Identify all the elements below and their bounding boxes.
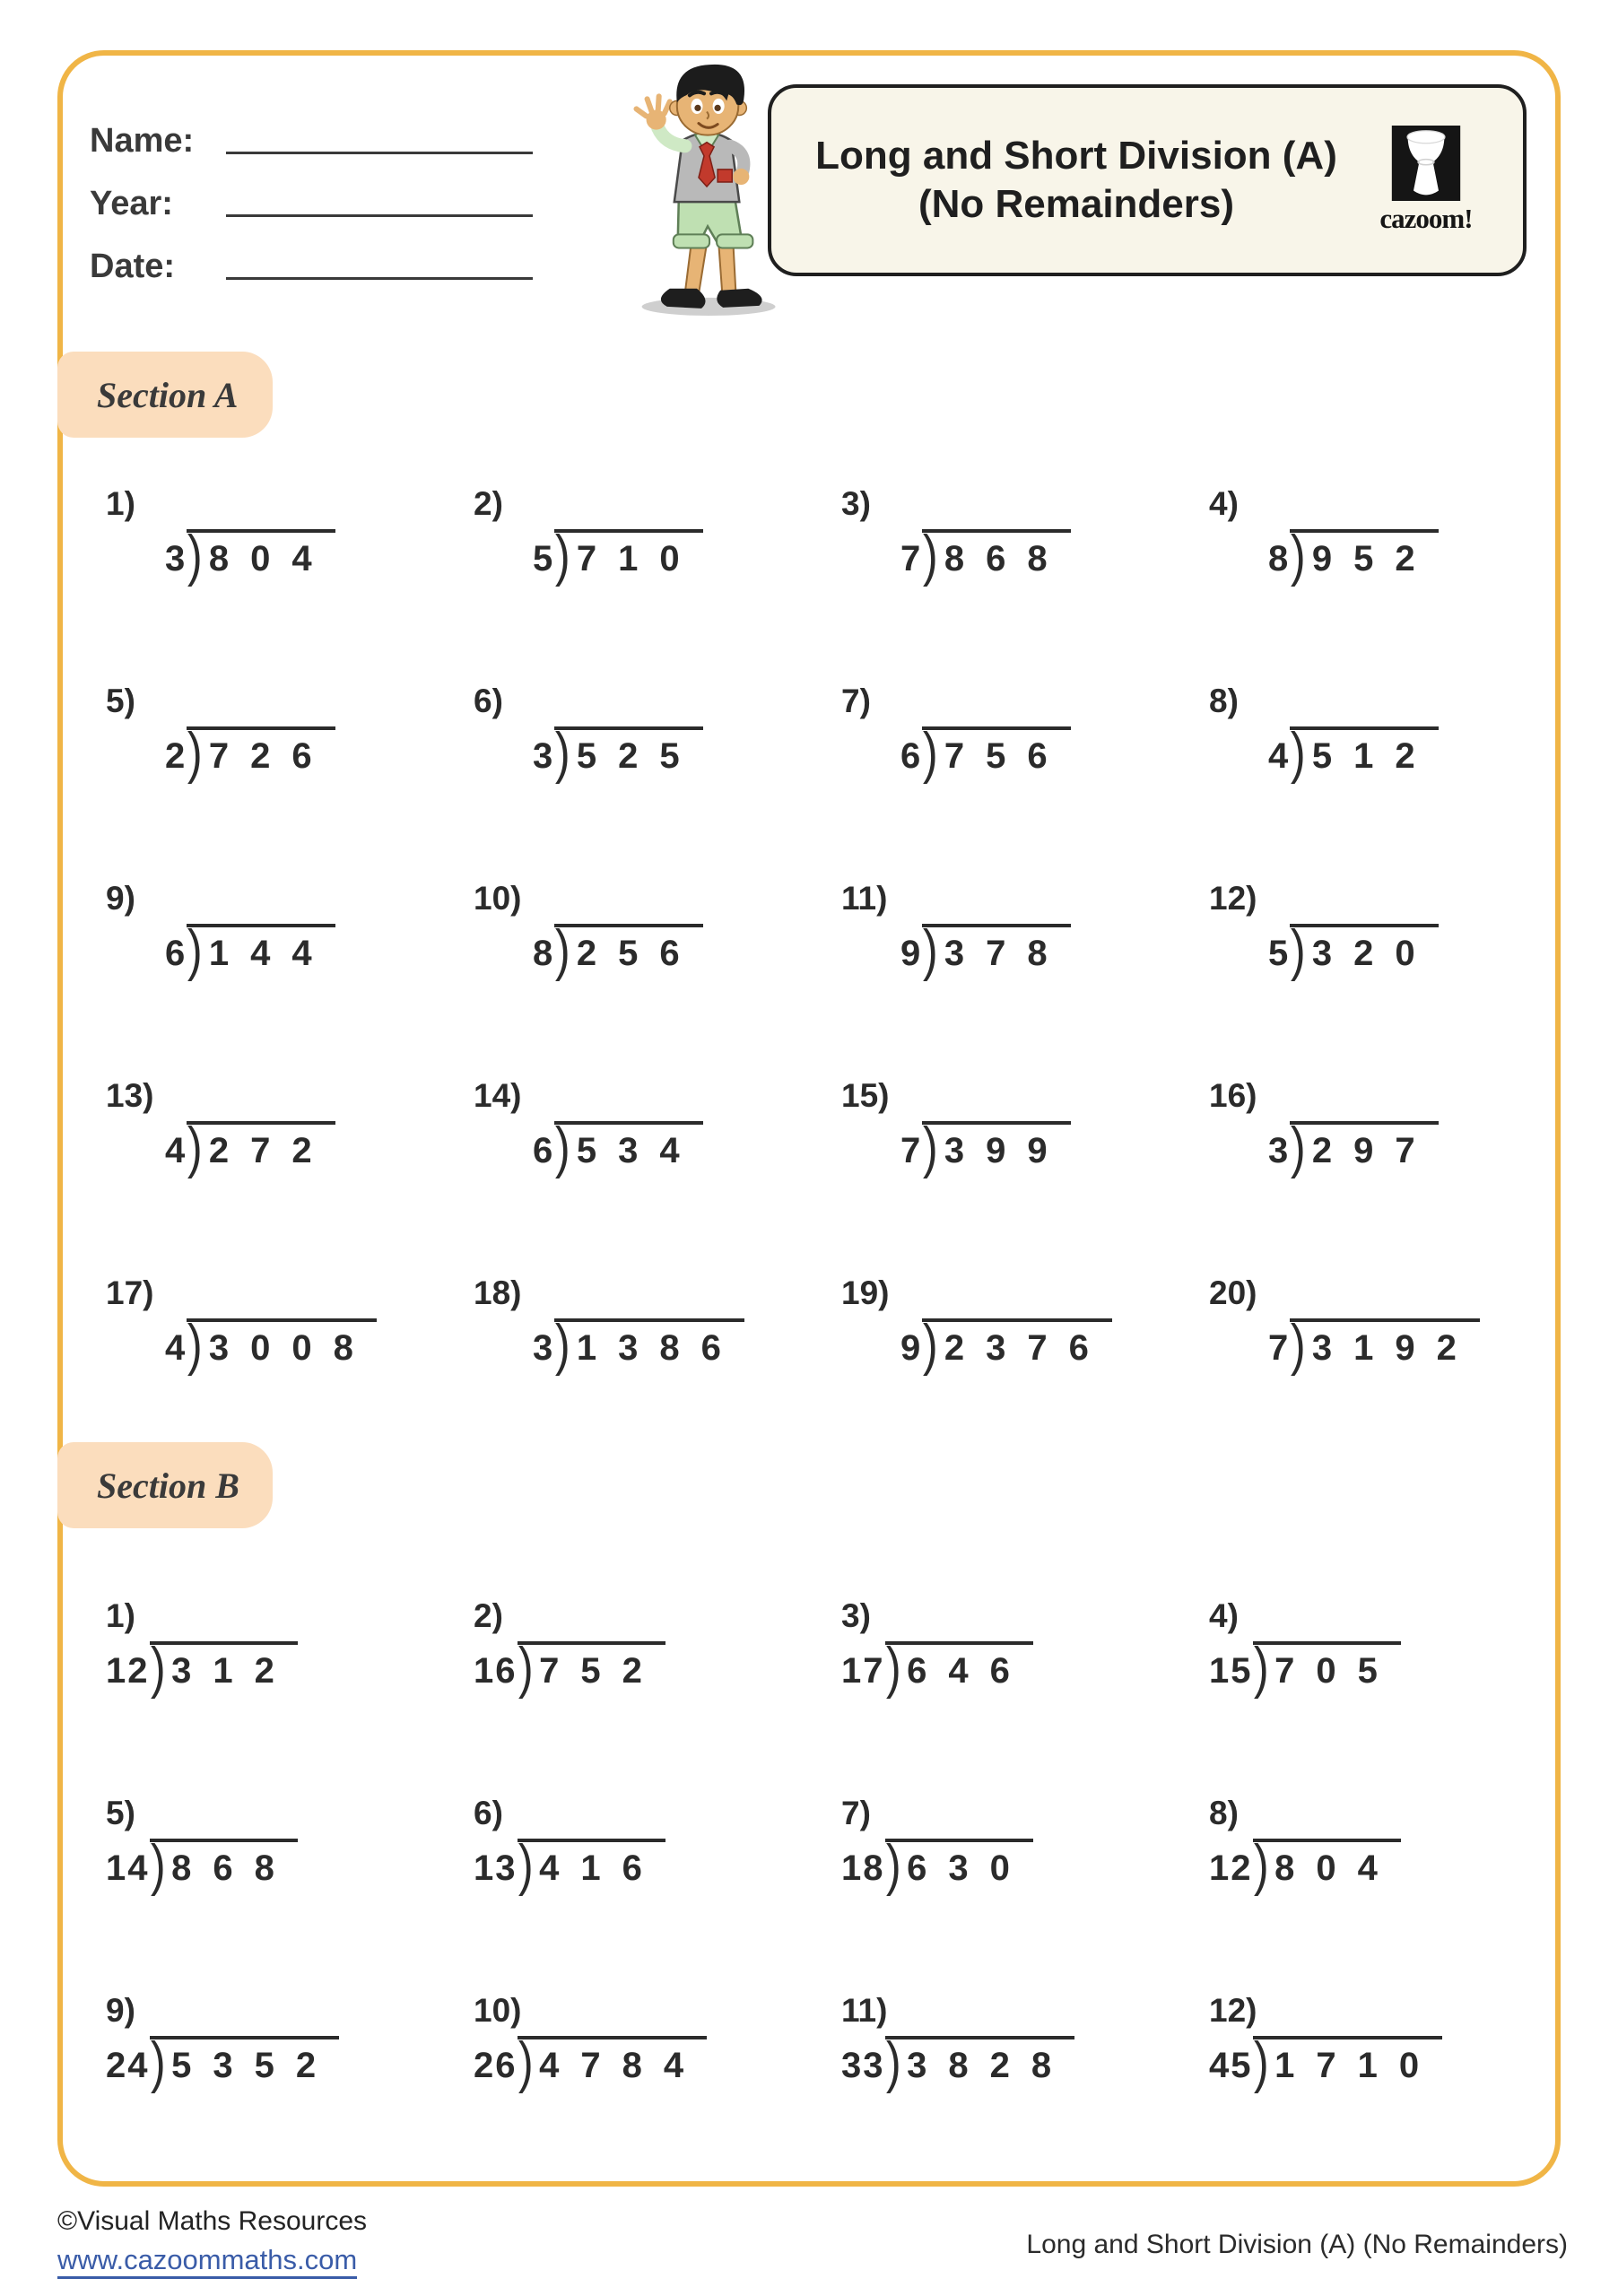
- division-problem: [86, 484, 454, 682]
- footer-worksheet-title: Long and Short Division (A) (No Remainders): [1026, 2230, 1568, 2259]
- problem-number: 6): [474, 1795, 503, 1831]
- division-bracket: [1290, 1115, 1438, 1179]
- division-paren-icon: ): [187, 523, 203, 587]
- dividend: 416: [539, 1848, 664, 1888]
- divisor: 15: [1209, 1651, 1253, 1691]
- division-bracket: [150, 1832, 298, 1897]
- dividend: 868: [171, 1848, 296, 1888]
- divisor: 16: [474, 1651, 518, 1691]
- divisor: 33: [841, 2046, 885, 2085]
- division-bracket: [187, 918, 335, 982]
- dividend: 534: [576, 1131, 701, 1170]
- section-a-header: [57, 352, 273, 438]
- division-paren-icon: ): [885, 1832, 901, 1897]
- student-info-fields: [90, 97, 533, 285]
- division-paren-icon: ): [1253, 1635, 1269, 1700]
- division-bracket: [922, 1115, 1070, 1179]
- dividend: 378: [944, 934, 1069, 973]
- dividend: 646: [907, 1651, 1031, 1691]
- division-problem: [454, 1076, 822, 1274]
- date-write-line[interactable]: [226, 276, 533, 280]
- problem-number: 5): [106, 1795, 135, 1831]
- divisor: 17: [841, 1651, 885, 1691]
- date-field-row: [90, 222, 533, 285]
- name-write-line[interactable]: [226, 151, 533, 154]
- division-expression: [1268, 523, 1557, 587]
- division-bracket: [885, 1635, 1033, 1700]
- problem-number: 17): [106, 1274, 154, 1311]
- problem-number: 3): [841, 1597, 871, 1634]
- problem-number: 2): [474, 485, 503, 522]
- cartoon-boy-svg: [615, 50, 787, 317]
- division-problem: [86, 1991, 454, 2188]
- divisor: 26: [474, 2046, 518, 2085]
- year-write-line[interactable]: [226, 213, 533, 217]
- dividend: 868: [944, 539, 1069, 578]
- problem-number: 10): [474, 880, 522, 917]
- division-problem: [822, 1274, 1189, 1471]
- divisor: 9: [900, 934, 923, 973]
- division-expression: [1268, 720, 1557, 785]
- divisor: 9: [900, 1328, 923, 1368]
- division-paren-icon: ): [187, 720, 203, 785]
- division-paren-icon: ): [555, 1312, 570, 1377]
- division-expression: [474, 2030, 822, 2094]
- division-expression: [1268, 918, 1557, 982]
- division-expression: [165, 720, 454, 785]
- division-problem: [822, 1991, 1189, 2188]
- website-link[interactable]: www.cazoommaths.com: [57, 2244, 357, 2279]
- dividend: 630: [907, 1848, 1031, 1888]
- division-paren-icon: ): [187, 1312, 203, 1377]
- division-paren-icon: ): [1291, 1312, 1306, 1377]
- division-paren-icon: ): [923, 720, 938, 785]
- problem-number: 20): [1209, 1274, 1257, 1311]
- problem-number: 4): [1209, 1597, 1239, 1634]
- division-expression: [1209, 1832, 1557, 1897]
- division-bracket: [885, 2030, 1075, 2094]
- problem-number: 12): [1209, 1992, 1257, 2029]
- divisor: 3: [165, 539, 187, 578]
- problem-number: 19): [841, 1274, 890, 1311]
- division-expression: [900, 1312, 1189, 1377]
- divisor: 5: [533, 539, 555, 578]
- division-paren-icon: ): [555, 918, 570, 982]
- division-paren-icon: ): [923, 918, 938, 982]
- dividend: 3008: [208, 1328, 375, 1368]
- division-expression: [165, 918, 454, 982]
- date-label: Date:: [90, 248, 176, 286]
- division-problem: [454, 1794, 822, 1991]
- division-paren-icon: ): [187, 1115, 203, 1179]
- division-bracket: [187, 720, 335, 785]
- division-expression: [1209, 1635, 1557, 1700]
- dividend: 804: [208, 539, 334, 578]
- dividend: 1386: [576, 1328, 743, 1368]
- section-b-problems: [86, 1596, 1557, 2188]
- division-problem: [1189, 1991, 1557, 2188]
- dividend: 4784: [539, 2046, 706, 2085]
- division-problem: [86, 682, 454, 879]
- division-paren-icon: ): [923, 1115, 938, 1179]
- divisor: 6: [165, 934, 187, 973]
- division-paren-icon: ): [1291, 1115, 1306, 1179]
- year-field-row: [90, 160, 533, 222]
- division-bracket: [1290, 1312, 1480, 1377]
- division-expression: [533, 523, 822, 587]
- name-field-row: [90, 97, 533, 160]
- divisor: 45: [1209, 2046, 1253, 2085]
- division-expression: [533, 720, 822, 785]
- division-paren-icon: ): [555, 720, 570, 785]
- dividend: 710: [576, 539, 701, 578]
- division-expression: [533, 1115, 822, 1179]
- division-paren-icon: ): [923, 523, 938, 587]
- division-problem: [822, 484, 1189, 682]
- division-paren-icon: ): [885, 2030, 901, 2094]
- footer-left: [57, 2206, 367, 2279]
- division-bracket: [922, 1312, 1112, 1377]
- division-problem: [454, 1274, 822, 1471]
- divisor: 2: [165, 736, 187, 776]
- divisor: 13: [474, 1848, 518, 1888]
- division-problem: [454, 1991, 822, 2188]
- division-bracket: [554, 1115, 702, 1179]
- djembe-drum-icon: [1391, 126, 1461, 201]
- dividend: 705: [1274, 1651, 1399, 1691]
- divisor: 4: [1268, 736, 1291, 776]
- name-label: Name:: [90, 122, 195, 161]
- division-expression: [900, 918, 1189, 982]
- problem-number: 2): [474, 1597, 503, 1634]
- divisor: 24: [106, 2046, 150, 2085]
- problem-number: 7): [841, 1795, 871, 1831]
- dividend: 3828: [907, 2046, 1074, 2085]
- division-expression: [841, 1635, 1189, 1700]
- division-problem: [1189, 879, 1557, 1076]
- division-expression: [165, 523, 454, 587]
- divisor: 14: [106, 1848, 150, 1888]
- division-problem: [1189, 1076, 1557, 1274]
- division-bracket: [922, 918, 1070, 982]
- division-bracket: [1290, 918, 1438, 982]
- division-problem: [86, 1274, 454, 1471]
- division-paren-icon: ): [1291, 523, 1306, 587]
- division-problem: [454, 1596, 822, 1794]
- dividend: 297: [1311, 1131, 1437, 1170]
- problem-number: 11): [841, 1992, 888, 2029]
- dividend: 144: [208, 934, 334, 973]
- division-bracket: [1253, 1635, 1401, 1700]
- dividend: 2376: [944, 1328, 1110, 1368]
- divisor: 6: [900, 736, 923, 776]
- problem-number: 1): [106, 1597, 135, 1634]
- division-bracket: [554, 918, 702, 982]
- divisor: 12: [1209, 1848, 1253, 1888]
- divisor: 7: [900, 1131, 923, 1170]
- divisor: 8: [533, 934, 555, 973]
- division-bracket: [554, 523, 702, 587]
- problem-number: 16): [1209, 1077, 1257, 1114]
- division-paren-icon: ): [518, 1635, 534, 1700]
- problem-number: 13): [106, 1077, 154, 1114]
- title-line-2: (No Remainders): [918, 182, 1235, 226]
- title-line-1: Long and Short Division (A): [815, 134, 1337, 178]
- division-expression: [165, 1312, 454, 1377]
- dividend: 525: [576, 736, 701, 776]
- division-expression: [533, 1312, 822, 1377]
- dividend: 804: [1274, 1848, 1399, 1888]
- division-expression: [900, 523, 1189, 587]
- division-problem: [822, 682, 1189, 879]
- division-problem: [1189, 1794, 1557, 1991]
- division-bracket: [554, 1312, 744, 1377]
- year-label: Year:: [90, 185, 173, 223]
- problem-number: 4): [1209, 485, 1239, 522]
- problem-number: 11): [841, 880, 888, 917]
- division-problem: [86, 1076, 454, 1274]
- problem-number: 5): [106, 683, 135, 719]
- dividend: 256: [576, 934, 701, 973]
- divisor: 7: [900, 539, 923, 578]
- problem-number: 8): [1209, 683, 1239, 719]
- problem-number: 7): [841, 683, 871, 719]
- division-bracket: [1290, 720, 1438, 785]
- problem-number: 3): [841, 485, 871, 522]
- division-expression: [1268, 1312, 1557, 1377]
- section-b-label: Section B: [97, 1465, 239, 1506]
- division-paren-icon: ): [187, 918, 203, 982]
- worksheet-title: [771, 132, 1354, 228]
- division-paren-icon: ): [885, 1635, 901, 1700]
- dividend: 272: [208, 1131, 334, 1170]
- division-expression: [1268, 1115, 1557, 1179]
- division-bracket: [518, 2030, 708, 2094]
- cartoon-schoolboy-illustration: [615, 50, 787, 322]
- division-bracket: [1253, 1832, 1401, 1897]
- division-problem: [454, 879, 822, 1076]
- division-bracket: [1290, 523, 1438, 587]
- dividend: 320: [1311, 934, 1437, 973]
- division-problem: [1189, 1596, 1557, 1794]
- division-paren-icon: ): [1291, 918, 1306, 982]
- division-bracket: [150, 1635, 298, 1700]
- division-bracket: [922, 523, 1070, 587]
- division-expression: [474, 1832, 822, 1897]
- division-expression: [841, 1832, 1189, 1897]
- division-bracket: [187, 523, 335, 587]
- problem-number: 8): [1209, 1795, 1239, 1831]
- problem-number: 6): [474, 683, 503, 719]
- problem-number: 9): [106, 1992, 135, 2029]
- division-bracket: [1253, 2030, 1443, 2094]
- dividend: 726: [208, 736, 334, 776]
- problem-number: 9): [106, 880, 135, 917]
- problem-number: 10): [474, 1992, 522, 2029]
- dividend: 952: [1311, 539, 1437, 578]
- division-bracket: [187, 1312, 377, 1377]
- divisor: 3: [533, 736, 555, 776]
- division-paren-icon: ): [150, 1635, 166, 1700]
- problem-number: 14): [474, 1077, 522, 1114]
- division-bracket: [885, 1832, 1033, 1897]
- copyright-text: ©Visual Maths Resources: [57, 2206, 368, 2236]
- division-expression: [1209, 2030, 1557, 2094]
- division-expression: [474, 1635, 822, 1700]
- divisor: 7: [1268, 1328, 1291, 1368]
- problem-number: 18): [474, 1274, 522, 1311]
- division-bracket: [554, 720, 702, 785]
- divisor: 12: [106, 1651, 150, 1691]
- division-bracket: [518, 1635, 665, 1700]
- worksheet-title-box: [768, 84, 1527, 276]
- cazoom-logo-text: cazoom!: [1379, 203, 1473, 234]
- division-problem: [822, 879, 1189, 1076]
- division-bracket: [518, 1832, 665, 1897]
- dividend: 5352: [171, 2046, 338, 2085]
- division-problem: [454, 484, 822, 682]
- divisor: 4: [165, 1328, 187, 1368]
- division-bracket: [187, 1115, 335, 1179]
- division-expression: [106, 1635, 454, 1700]
- division-problem: [1189, 1274, 1557, 1471]
- dividend: 3192: [1311, 1328, 1478, 1368]
- division-expression: [900, 720, 1189, 785]
- dividend: 1710: [1274, 2046, 1441, 2085]
- section-a-label: Section A: [97, 374, 239, 415]
- division-paren-icon: ): [518, 2030, 534, 2094]
- division-problem: [454, 682, 822, 879]
- division-expression: [165, 1115, 454, 1179]
- problem-number: 15): [841, 1077, 890, 1114]
- division-problem: [822, 1596, 1189, 1794]
- division-paren-icon: ): [555, 1115, 570, 1179]
- problem-number: 12): [1209, 880, 1257, 917]
- division-paren-icon: ): [1291, 720, 1306, 785]
- division-problem: [86, 1596, 454, 1794]
- dividend: 399: [944, 1131, 1069, 1170]
- division-paren-icon: ): [150, 2030, 166, 2094]
- division-problem: [86, 1794, 454, 1991]
- section-a-problems: [86, 484, 1557, 1471]
- dividend: 752: [539, 1651, 664, 1691]
- dividend: 756: [944, 736, 1069, 776]
- division-problem: [86, 879, 454, 1076]
- division-problem: [1189, 484, 1557, 682]
- division-paren-icon: ): [518, 1832, 534, 1897]
- division-paren-icon: ): [923, 1312, 938, 1377]
- division-problem: [822, 1076, 1189, 1274]
- problem-number: 1): [106, 485, 135, 522]
- dividend: 512: [1311, 736, 1437, 776]
- division-expression: [106, 2030, 454, 2094]
- division-paren-icon: ): [150, 1832, 166, 1897]
- divisor: 6: [533, 1131, 555, 1170]
- divisor: 8: [1268, 539, 1291, 578]
- divisor: 4: [165, 1131, 187, 1170]
- division-bracket: [922, 720, 1070, 785]
- dividend: 312: [171, 1651, 296, 1691]
- division-paren-icon: ): [555, 523, 570, 587]
- division-bracket: [150, 2030, 340, 2094]
- division-problem: [822, 1794, 1189, 1991]
- divisor: 3: [533, 1328, 555, 1368]
- division-expression: [106, 1832, 454, 1897]
- division-paren-icon: ): [1253, 1832, 1269, 1897]
- division-paren-icon: ): [1253, 2030, 1269, 2094]
- cazoom-logo: [1354, 126, 1523, 235]
- divisor: 5: [1268, 934, 1291, 973]
- division-expression: [841, 2030, 1189, 2094]
- division-problem: [1189, 682, 1557, 879]
- division-expression: [900, 1115, 1189, 1179]
- divisor: 3: [1268, 1131, 1291, 1170]
- divisor: 18: [841, 1848, 885, 1888]
- division-expression: [533, 918, 822, 982]
